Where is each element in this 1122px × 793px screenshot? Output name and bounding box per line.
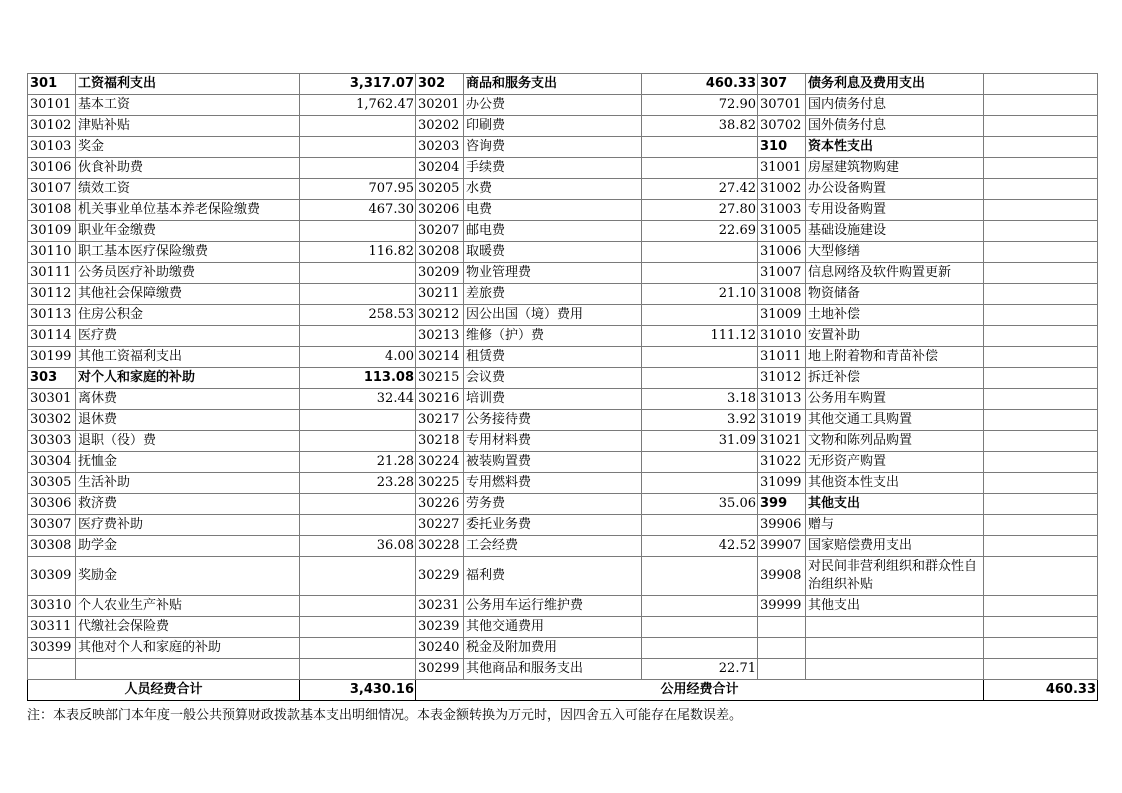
item-code: 31001 [758, 158, 806, 179]
item-amount [984, 617, 1098, 638]
item-code: 30202 [416, 116, 464, 137]
table-row [28, 473, 1098, 494]
item-amount [300, 263, 416, 284]
item-amount [642, 557, 758, 596]
item-code: 39906 [758, 515, 806, 536]
item-name: 水费 [464, 179, 642, 200]
item-code: 30226 [416, 494, 464, 515]
item-amount [300, 158, 416, 179]
item-name: 资本性支出 [806, 137, 984, 158]
table-row [28, 284, 1098, 305]
item-name: 工会经费 [464, 536, 642, 557]
item-code: 31021 [758, 431, 806, 452]
item-code: 30203 [416, 137, 464, 158]
personnel-total-amount: 3,430.16 [300, 680, 416, 701]
item-code: 30114 [28, 326, 76, 347]
header-name: 商品和服务支出 [464, 74, 642, 95]
item-code: 30208 [416, 242, 464, 263]
item-code: 31009 [758, 305, 806, 326]
item-code: 30218 [416, 431, 464, 452]
item-code: 39907 [758, 536, 806, 557]
item-name: 赠与 [806, 515, 984, 536]
item-amount [300, 410, 416, 431]
item-name: 代缴社会保险费 [76, 617, 300, 638]
item-amount: 21.28 [300, 452, 416, 473]
item-name: 退职（役）费 [76, 431, 300, 452]
item-code: 30299 [416, 659, 464, 680]
item-amount: 22.71 [642, 659, 758, 680]
item-code: 30214 [416, 347, 464, 368]
item-code: 31010 [758, 326, 806, 347]
item-amount [300, 638, 416, 659]
item-name: 基础设施建设 [806, 221, 984, 242]
item-code: 30311 [28, 617, 76, 638]
item-name: 维修（护）费 [464, 326, 642, 347]
item-code: 30228 [416, 536, 464, 557]
item-name: 物业管理费 [464, 263, 642, 284]
item-amount [984, 263, 1098, 284]
item-amount: 3.92 [642, 410, 758, 431]
item-name: 公务用车购置 [806, 389, 984, 410]
item-code: 399 [758, 494, 806, 515]
item-name: 公务用车运行维护费 [464, 596, 642, 617]
item-code [758, 638, 806, 659]
table-row [28, 263, 1098, 284]
item-code: 30310 [28, 596, 76, 617]
item-code: 30102 [28, 116, 76, 137]
item-code: 31007 [758, 263, 806, 284]
header-code: 301 [28, 74, 76, 95]
table-row [28, 515, 1098, 536]
item-amount [984, 452, 1098, 473]
table-row [28, 410, 1098, 431]
item-amount [984, 179, 1098, 200]
item-name: 其他社会保障缴费 [76, 284, 300, 305]
item-amount: 467.30 [300, 200, 416, 221]
item-amount [984, 116, 1098, 137]
item-amount: 4.00 [300, 347, 416, 368]
table-row [28, 179, 1098, 200]
item-amount [984, 326, 1098, 347]
item-code: 30215 [416, 368, 464, 389]
item-name: 国内债务付息 [806, 95, 984, 116]
item-amount [984, 200, 1098, 221]
item-name: 抚恤金 [76, 452, 300, 473]
item-code: 30112 [28, 284, 76, 305]
header-code: 302 [416, 74, 464, 95]
item-name: 其他支出 [806, 596, 984, 617]
item-name: 奖励金 [76, 557, 300, 596]
item-name [806, 659, 984, 680]
item-name: 其他对个人和家庭的补助 [76, 638, 300, 659]
table-row [28, 326, 1098, 347]
item-name [76, 659, 300, 680]
item-code: 30211 [416, 284, 464, 305]
item-amount [642, 368, 758, 389]
item-amount [984, 221, 1098, 242]
item-code [758, 659, 806, 680]
item-name: 公务员医疗补助缴费 [76, 263, 300, 284]
table-row [28, 368, 1098, 389]
item-amount [984, 242, 1098, 263]
table-row [28, 158, 1098, 179]
table-row [28, 596, 1098, 617]
item-amount [642, 596, 758, 617]
item-code: 30205 [416, 179, 464, 200]
category-header-row [28, 74, 1098, 95]
item-name: 邮电费 [464, 221, 642, 242]
item-code: 30206 [416, 200, 464, 221]
item-amount: 38.82 [642, 116, 758, 137]
item-amount: 116.82 [300, 242, 416, 263]
item-amount [984, 557, 1098, 596]
item-code: 31011 [758, 347, 806, 368]
item-name: 救济费 [76, 494, 300, 515]
item-name: 生活补助 [76, 473, 300, 494]
item-amount [984, 284, 1098, 305]
item-code: 30303 [28, 431, 76, 452]
item-amount [642, 305, 758, 326]
item-amount [300, 617, 416, 638]
item-amount: 36.08 [300, 536, 416, 557]
item-name: 个人农业生产补贴 [76, 596, 300, 617]
header-code: 307 [758, 74, 806, 95]
item-code: 30308 [28, 536, 76, 557]
item-name: 其他交通费用 [464, 617, 642, 638]
item-name: 职工基本医疗保险缴费 [76, 242, 300, 263]
header-amount: 3,317.07 [300, 74, 416, 95]
table-row [28, 137, 1098, 158]
table-row [28, 494, 1098, 515]
item-amount: 23.28 [300, 473, 416, 494]
item-name: 对民间非营利组织和群众性自治组织补贴 [806, 557, 984, 596]
item-amount: 22.69 [642, 221, 758, 242]
public-total-amount: 460.33 [984, 680, 1098, 701]
item-amount [984, 389, 1098, 410]
item-code: 30307 [28, 515, 76, 536]
table-row [28, 557, 1098, 596]
table-row [28, 305, 1098, 326]
item-amount [300, 596, 416, 617]
item-name: 津贴补贴 [76, 116, 300, 137]
item-name: 其他支出 [806, 494, 984, 515]
item-amount: 72.90 [642, 95, 758, 116]
item-name: 其他资本性支出 [806, 473, 984, 494]
item-code: 39908 [758, 557, 806, 596]
table-row [28, 200, 1098, 221]
item-name: 被装购置费 [464, 452, 642, 473]
item-amount [984, 431, 1098, 452]
item-amount [984, 137, 1098, 158]
item-name: 退休费 [76, 410, 300, 431]
item-code: 31005 [758, 221, 806, 242]
item-name: 文物和陈列品购置 [806, 431, 984, 452]
item-name: 电费 [464, 200, 642, 221]
item-name: 拆迁补偿 [806, 368, 984, 389]
item-name: 奖金 [76, 137, 300, 158]
item-name: 伙食补助费 [76, 158, 300, 179]
table-row [28, 638, 1098, 659]
header-name: 工资福利支出 [76, 74, 300, 95]
item-name [806, 638, 984, 659]
table-row [28, 452, 1098, 473]
item-code: 31099 [758, 473, 806, 494]
expenditure-detail-table [27, 73, 1098, 701]
item-name: 安置补助 [806, 326, 984, 347]
table-row [28, 536, 1098, 557]
item-name: 税金及附加费用 [464, 638, 642, 659]
header-amount: 460.33 [642, 74, 758, 95]
footnote: 注：本表反映部门本年度一般公共预算财政拨款基本支出明细情况。本表金额转换为万元时，因四舍五入可能存在尾数误差。 [27, 708, 743, 723]
item-code: 30110 [28, 242, 76, 263]
item-amount: 707.95 [300, 179, 416, 200]
item-code: 30239 [416, 617, 464, 638]
table-row [28, 221, 1098, 242]
item-code: 30229 [416, 557, 464, 596]
item-code: 30240 [416, 638, 464, 659]
item-amount [642, 617, 758, 638]
header-name: 债务利息及费用支出 [806, 74, 984, 95]
item-code: 31022 [758, 452, 806, 473]
item-code: 30108 [28, 200, 76, 221]
item-code: 30212 [416, 305, 464, 326]
item-code: 30107 [28, 179, 76, 200]
table-row [28, 347, 1098, 368]
item-name: 取暖费 [464, 242, 642, 263]
item-amount [984, 158, 1098, 179]
item-name: 医疗费补助 [76, 515, 300, 536]
item-amount: 113.08 [300, 368, 416, 389]
item-code: 30399 [28, 638, 76, 659]
item-name: 绩效工资 [76, 179, 300, 200]
header-amount [984, 74, 1098, 95]
item-name: 医疗费 [76, 326, 300, 347]
item-name: 房屋建筑物购建 [806, 158, 984, 179]
personnel-total-label: 人员经费合计 [28, 680, 300, 701]
item-amount [300, 221, 416, 242]
totals-row [28, 680, 1098, 701]
item-code: 310 [758, 137, 806, 158]
item-name: 大型修缮 [806, 242, 984, 263]
table-row [28, 389, 1098, 410]
item-code: 30225 [416, 473, 464, 494]
item-name: 培训费 [464, 389, 642, 410]
item-code: 30106 [28, 158, 76, 179]
item-amount [300, 557, 416, 596]
item-amount: 27.42 [642, 179, 758, 200]
item-amount [984, 410, 1098, 431]
item-name: 咨询费 [464, 137, 642, 158]
item-amount [300, 284, 416, 305]
item-code: 30302 [28, 410, 76, 431]
item-name: 离休费 [76, 389, 300, 410]
item-name: 机关事业单位基本养老保险缴费 [76, 200, 300, 221]
item-code: 30216 [416, 389, 464, 410]
item-name: 其他工资福利支出 [76, 347, 300, 368]
item-amount [984, 536, 1098, 557]
item-code: 30103 [28, 137, 76, 158]
item-name: 专用设备购置 [806, 200, 984, 221]
table-row [28, 116, 1098, 137]
item-code: 31012 [758, 368, 806, 389]
item-name: 会议费 [464, 368, 642, 389]
item-code: 30199 [28, 347, 76, 368]
item-amount [984, 473, 1098, 494]
item-amount [300, 494, 416, 515]
item-name: 委托业务费 [464, 515, 642, 536]
item-code: 30209 [416, 263, 464, 284]
item-amount: 32.44 [300, 389, 416, 410]
item-name [806, 617, 984, 638]
item-amount [642, 347, 758, 368]
item-amount: 31.09 [642, 431, 758, 452]
item-name: 公务接待费 [464, 410, 642, 431]
item-amount [642, 137, 758, 158]
item-code: 39999 [758, 596, 806, 617]
item-name: 因公出国（境）费用 [464, 305, 642, 326]
item-amount [984, 515, 1098, 536]
item-amount [642, 473, 758, 494]
item-name: 其他商品和服务支出 [464, 659, 642, 680]
table-row [28, 431, 1098, 452]
item-amount: 42.52 [642, 536, 758, 557]
item-code [28, 659, 76, 680]
item-name: 地上附着物和青苗补偿 [806, 347, 984, 368]
item-amount [300, 659, 416, 680]
item-name: 福利费 [464, 557, 642, 596]
item-code: 31019 [758, 410, 806, 431]
item-amount [984, 638, 1098, 659]
item-name: 办公费 [464, 95, 642, 116]
item-code: 30304 [28, 452, 76, 473]
item-name: 差旅费 [464, 284, 642, 305]
table-row [28, 242, 1098, 263]
item-amount: 3.18 [642, 389, 758, 410]
item-name: 手续费 [464, 158, 642, 179]
item-code: 30109 [28, 221, 76, 242]
item-amount [300, 137, 416, 158]
item-name: 物资储备 [806, 284, 984, 305]
item-amount [984, 659, 1098, 680]
item-amount [642, 263, 758, 284]
item-code: 30213 [416, 326, 464, 347]
item-code: 31013 [758, 389, 806, 410]
item-name: 住房公积金 [76, 305, 300, 326]
item-name: 无形资产购置 [806, 452, 984, 473]
table-row [28, 95, 1098, 116]
item-amount [642, 452, 758, 473]
item-code: 31002 [758, 179, 806, 200]
item-name: 职业年金缴费 [76, 221, 300, 242]
item-amount: 27.80 [642, 200, 758, 221]
item-amount [984, 305, 1098, 326]
item-code: 30207 [416, 221, 464, 242]
item-code: 31008 [758, 284, 806, 305]
item-code: 30306 [28, 494, 76, 515]
item-amount [300, 326, 416, 347]
item-code: 31003 [758, 200, 806, 221]
item-code: 30111 [28, 263, 76, 284]
item-amount: 258.53 [300, 305, 416, 326]
item-name: 基本工资 [76, 95, 300, 116]
item-code: 30305 [28, 473, 76, 494]
item-code: 30201 [416, 95, 464, 116]
item-name: 印刷费 [464, 116, 642, 137]
item-name: 助学金 [76, 536, 300, 557]
item-name: 专用燃料费 [464, 473, 642, 494]
item-name: 信息网络及软件购置更新 [806, 263, 984, 284]
item-name: 办公设备购置 [806, 179, 984, 200]
item-code: 30217 [416, 410, 464, 431]
item-code: 30224 [416, 452, 464, 473]
item-name: 土地补偿 [806, 305, 984, 326]
item-amount [642, 638, 758, 659]
item-code [758, 617, 806, 638]
item-amount [642, 242, 758, 263]
item-amount: 1,762.47 [300, 95, 416, 116]
item-amount: 35.06 [642, 494, 758, 515]
item-code: 30701 [758, 95, 806, 116]
item-name: 专用材料费 [464, 431, 642, 452]
item-name: 国外债务付息 [806, 116, 984, 137]
item-amount [642, 158, 758, 179]
item-amount [300, 431, 416, 452]
item-amount [984, 95, 1098, 116]
item-name: 国家赔偿费用支出 [806, 536, 984, 557]
table-row [28, 659, 1098, 680]
item-amount [984, 368, 1098, 389]
item-code: 303 [28, 368, 76, 389]
item-code: 30702 [758, 116, 806, 137]
item-code: 30101 [28, 95, 76, 116]
item-name: 劳务费 [464, 494, 642, 515]
item-name: 对个人和家庭的补助 [76, 368, 300, 389]
item-amount: 21.10 [642, 284, 758, 305]
item-code: 30309 [28, 557, 76, 596]
item-code: 30113 [28, 305, 76, 326]
table-row [28, 617, 1098, 638]
item-name: 其他交通工具购置 [806, 410, 984, 431]
item-amount: 111.12 [642, 326, 758, 347]
item-code: 30301 [28, 389, 76, 410]
item-amount [984, 596, 1098, 617]
item-amount [984, 494, 1098, 515]
public-total-label: 公用经费合计 [416, 680, 984, 701]
item-code: 30204 [416, 158, 464, 179]
item-amount [300, 515, 416, 536]
item-code: 31006 [758, 242, 806, 263]
item-amount [300, 116, 416, 137]
item-code: 30231 [416, 596, 464, 617]
item-amount [984, 347, 1098, 368]
item-name: 租赁费 [464, 347, 642, 368]
item-amount [642, 515, 758, 536]
item-code: 30227 [416, 515, 464, 536]
